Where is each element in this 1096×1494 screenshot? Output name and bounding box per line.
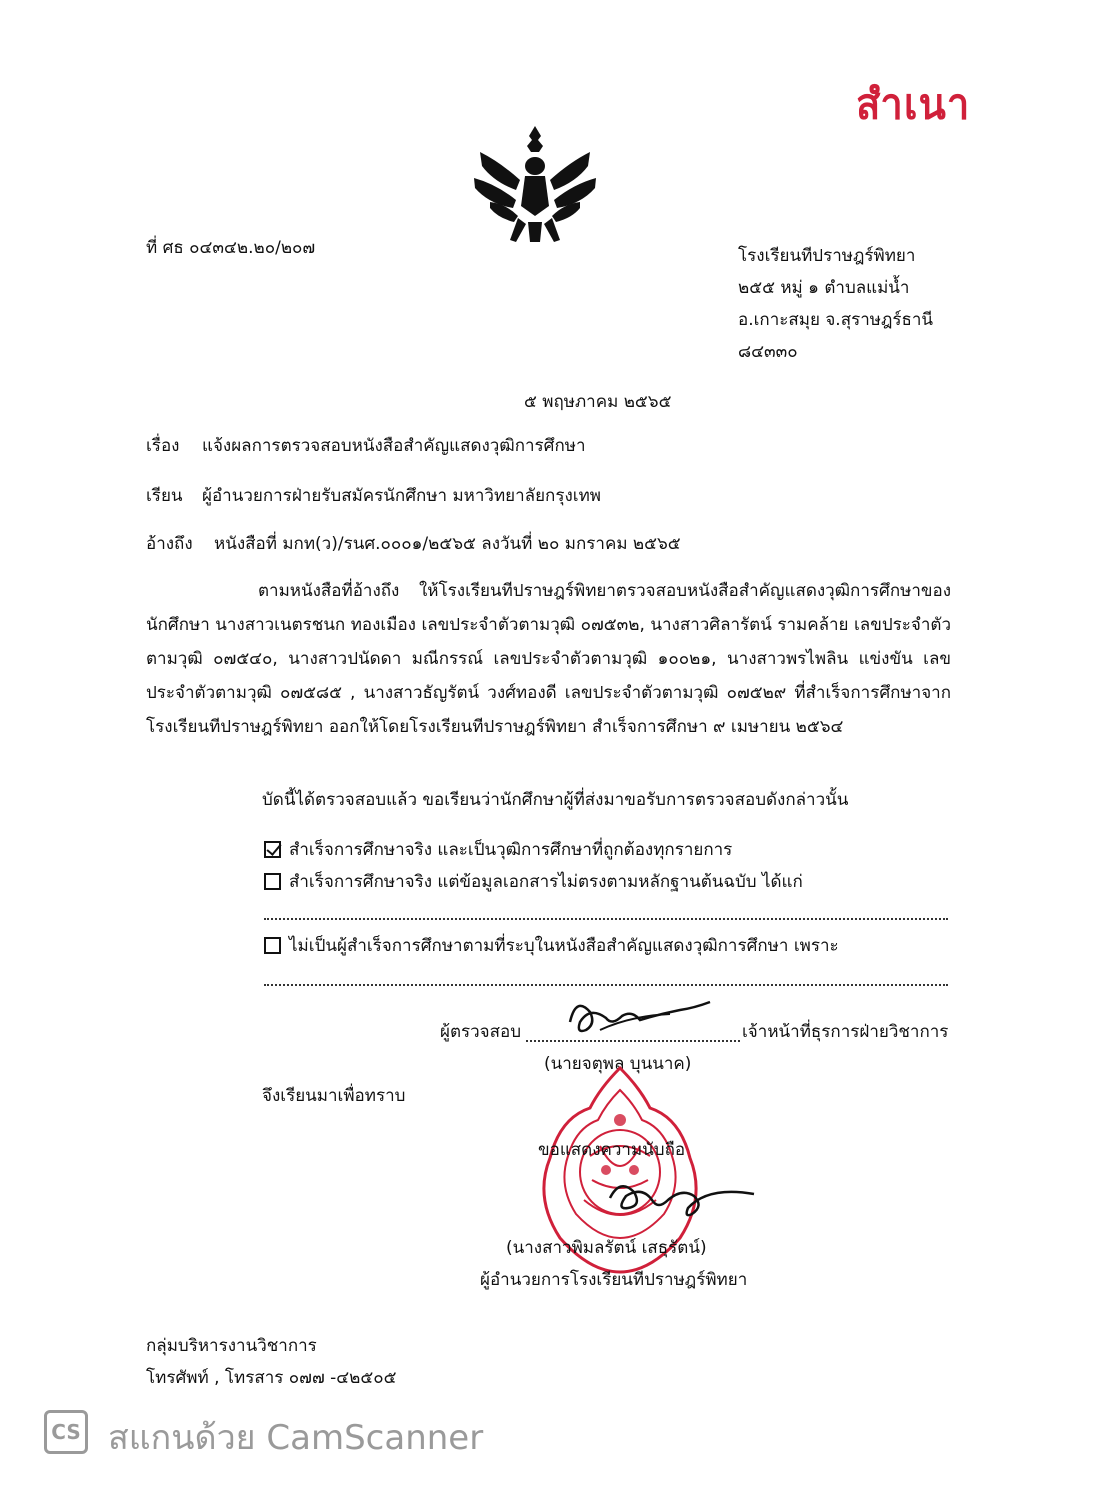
checkbox-checked-icon (264, 841, 281, 858)
inspector-signature-icon (560, 992, 730, 1042)
camscanner-watermark: สแกนด้วย CamScanner (108, 1418, 484, 1458)
option-genuine-correct (264, 838, 732, 862)
regards-text: ขอแสดงความนับถือ (538, 1140, 686, 1160)
inspector-name: (นายจตุพล บุนนาค) (544, 1054, 692, 1074)
inspector-label: ผู้ตรวจสอบ (440, 1022, 522, 1042)
address-line-2: ๒๕๕ หมู่ ๑ ตำบลแม่น้ำ (738, 278, 910, 298)
dotted-line (264, 918, 948, 920)
to-text: ผู้อำนวยการฝ่ายรับสมัครนักศึกษา มหาวิทยาลัยกรุงเทพ (202, 486, 601, 506)
camscanner-logo-icon: CS (44, 1410, 88, 1454)
dotted-line (264, 984, 948, 986)
address-line-3: อ.เกาะสมุย จ.สุราษฎร์ธานี (738, 310, 934, 330)
option-not-graduate (264, 934, 839, 958)
option-label: สำเร็จการศึกษาจริง และเป็นวุฒิการศึกษาที่ถูกต้องทุกรายการ (289, 840, 733, 860)
reference-label: อ้างถึง (146, 534, 193, 554)
checkbox-empty-icon (264, 937, 281, 954)
body-paragraph: ตามหนังสือที่อ้างถึง ให้โรงเรียนทีปราษฎร์พิทยาตรวจสอบหนังสือสำคัญแสดงวุฒิการศึกษาของนักศึกษา นางสาวเนตรชนก ทองเมือง เลขประจำตัวตามวุฒิ ๐๗๕๓๒, นางสาวศิลารัตน์ รามคล้าย เลขประจำตัวตามวุฒิ ๐๗๕๔๐, นางสาวปนัดดา มณีกรรณ์ เลขประจำตัวตามวุฒิ ๑๐๐๒๑, นางสาวพรไพลิน แข่งขัน เลขประจำตัวตามวุฒิ ๐๗๕๘๕ , นางสาวธัญรัตน์ วงศ์ทองดี เลขประจำตัวตามวุฒิ ๐๗๕๒๙ ที่สำเร็จการศึกษาจากโรงเรียนทีปราษฎร์พิทยา ออกให้โดยโรงเรียนทีปราษฎร์พิทยา สำเร็จการศึกษา ๙ เมษายน ๒๕๖๔ (146, 581, 951, 737)
option-genuine-mismatch (264, 870, 803, 894)
footer-phone: โทรศัพท์ , โทรสาร ๐๗๗ -๔๒๕๐๕ (146, 1368, 397, 1388)
signer-position: ผู้อำนวยการโรงเรียนทีปราษฎร์พิทยา (480, 1270, 748, 1290)
address-line-1: โรงเรียนทีปราษฎร์พิทยา (738, 246, 916, 266)
subject-text: แจ้งผลการตรวจสอบหนังสือสำคัญแสดงวุฒิการศึกษา (202, 436, 586, 456)
reference-number: ที่ ศธ ๐๔๓๔๒.๒๐/๒๐๗ (146, 238, 316, 258)
inspector-position: เจ้าหน้าที่ธุรการฝ่ายวิชาการ (742, 1022, 949, 1042)
checkbox-empty-icon (264, 873, 281, 890)
reference-text: หนังสือที่ มกท(ว)/รนศ.๐๐๐๑/๒๕๖๕ ลงวันที่ ๒๐ มกราคม ๒๕๖๕ (214, 534, 681, 554)
signer-name: (นางสาวพิมลรัตน์ เสธุรัตน์) (506, 1238, 707, 1258)
closing-text: จึงเรียนมาเพื่อทราบ (262, 1086, 406, 1106)
copy-stamp: สำเนา (856, 80, 971, 130)
subject-label: เรื่อง (146, 436, 180, 456)
to-label: เรียน (146, 486, 183, 506)
address-line-4: ๘๔๓๓๐ (738, 342, 798, 362)
option-label: ไม่เป็นผู้สำเร็จการศึกษาตามที่ระบุในหนังสือสำคัญแสดงวุฒิการศึกษา เพราะ (289, 936, 839, 956)
garuda-emblem-icon (470, 122, 600, 250)
director-signature-icon (600, 1168, 780, 1228)
footer-department: กลุ่มบริหารงานวิชาการ (146, 1336, 317, 1356)
option-label: สำเร็จการศึกษาจริง แต่ข้อมูลเอกสารไม่ตรงตามหลักฐานต้นฉบับ ได้แก่ (289, 872, 803, 892)
letter-date: ๕ พฤษภาคม ๒๕๖๕ (524, 392, 672, 412)
check-intro: บัดนี้ได้ตรวจสอบแล้ว ขอเรียนว่านักศึกษาผู้ที่ส่งมาขอรับการตรวจสอบดังกล่าวนั้น (262, 790, 849, 810)
